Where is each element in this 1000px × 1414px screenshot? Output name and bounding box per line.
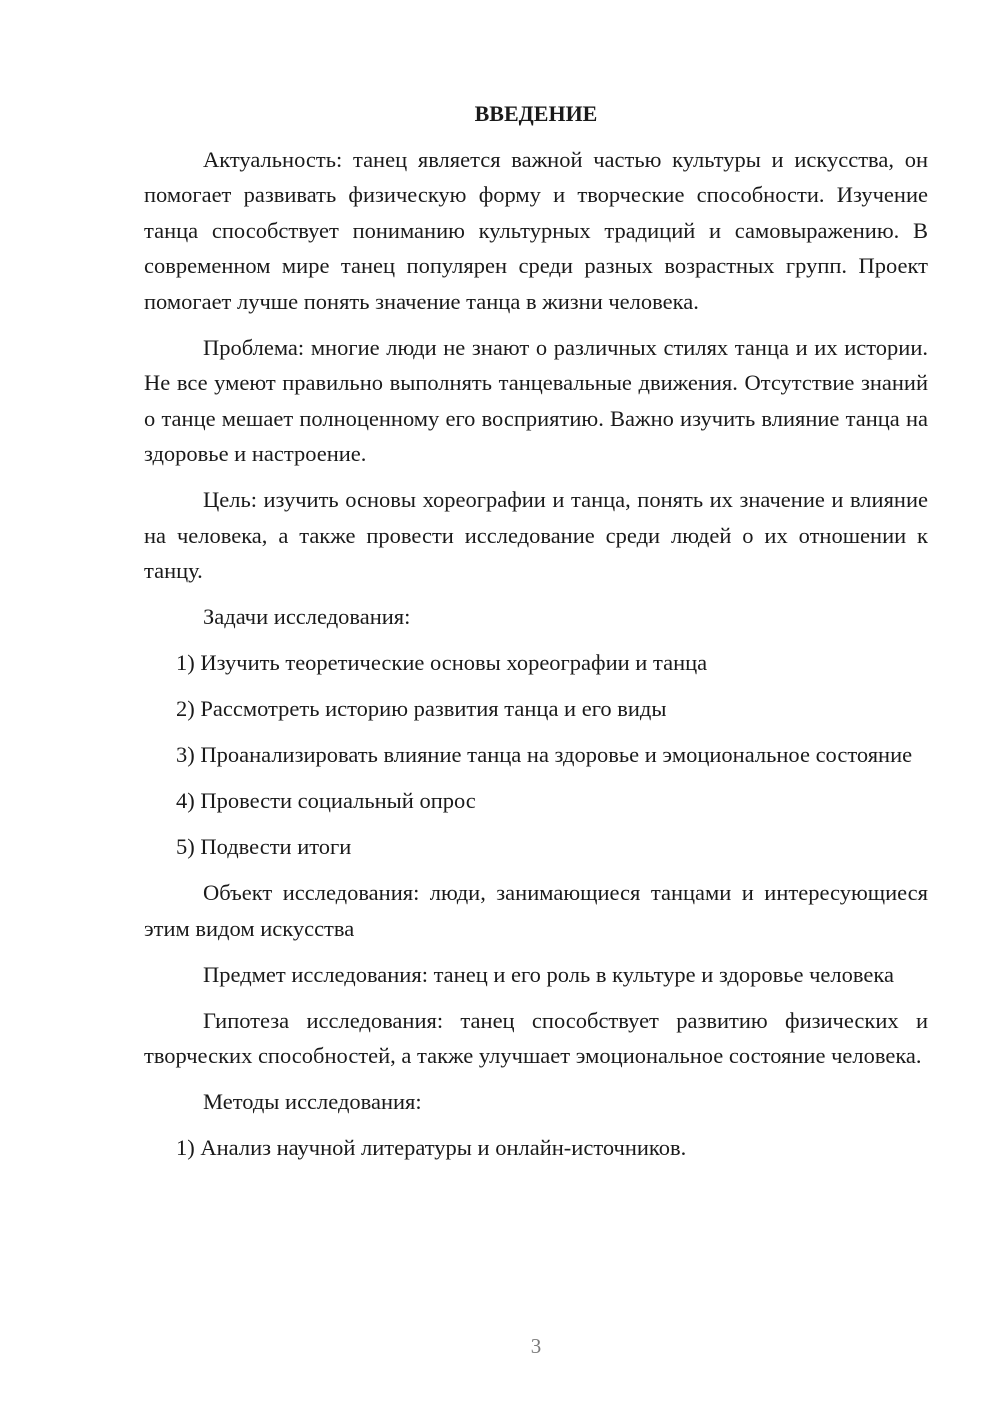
- hypothesis-paragraph: Гипотеза исследования: танец способствует развитию физических и творческих способностей, а также улучшает эмоциональное состояние человека.: [144, 1007, 928, 1068]
- object-paragraph: Объект исследования: люди, занимающиеся танцами и интересующиеся этим видом искусства: [144, 880, 928, 941]
- task-item-2: 2) Рассмотреть историю развития танца и его виды: [176, 696, 667, 721]
- page-content: [144, 96, 928, 1176]
- relevance-paragraph: Актуальность: танец является важной частью культуры и искусства, он помогает развивать физическую форму и творческие способности. Изучение танца способствует пониманию культурных традиций и самовыражению. В современном мире танец популярен среди разных возрастных групп. Проект помогает лучше понять значение танца в жизни человека.: [144, 146, 928, 314]
- problem-paragraph: Проблема: многие люди не знают о различных стилях танца и их истории. Не все умеют правильно выполнять танцевальные движения. Отсутствие знаний о танце мешает полноценному его восприятию. Важно изучить влияние танца на здоровье и настроение.: [144, 334, 928, 466]
- subject-paragraph: Предмет исследования: танец и его роль в культуре и здоровье человека: [203, 961, 894, 987]
- task-item-3: 3) Проанализировать влияние танца на здоровье и эмоциональное состояние: [176, 742, 913, 767]
- tasks-heading: Задачи исследования:: [203, 604, 411, 629]
- task-item-5: 5) Подвести итоги: [176, 834, 352, 859]
- task-item-4: 4) Провести социальный опрос: [176, 788, 476, 813]
- method-item-1: 1) Анализ научной литературы и онлайн-источников.: [176, 1135, 687, 1160]
- methods-heading: Методы исследования:: [203, 1089, 422, 1114]
- task-item-1: 1) Изучить теоретические основы хореографии и танца: [176, 650, 708, 675]
- page-number: 3: [530, 1334, 542, 1358]
- page-title: ВВЕДЕНИЕ: [474, 101, 598, 126]
- goal-paragraph: Цель: изучить основы хореографии и танца, понять их значение и влияние на человека, а также провести исследование среди людей о их отношении к танцу.: [144, 487, 928, 583]
